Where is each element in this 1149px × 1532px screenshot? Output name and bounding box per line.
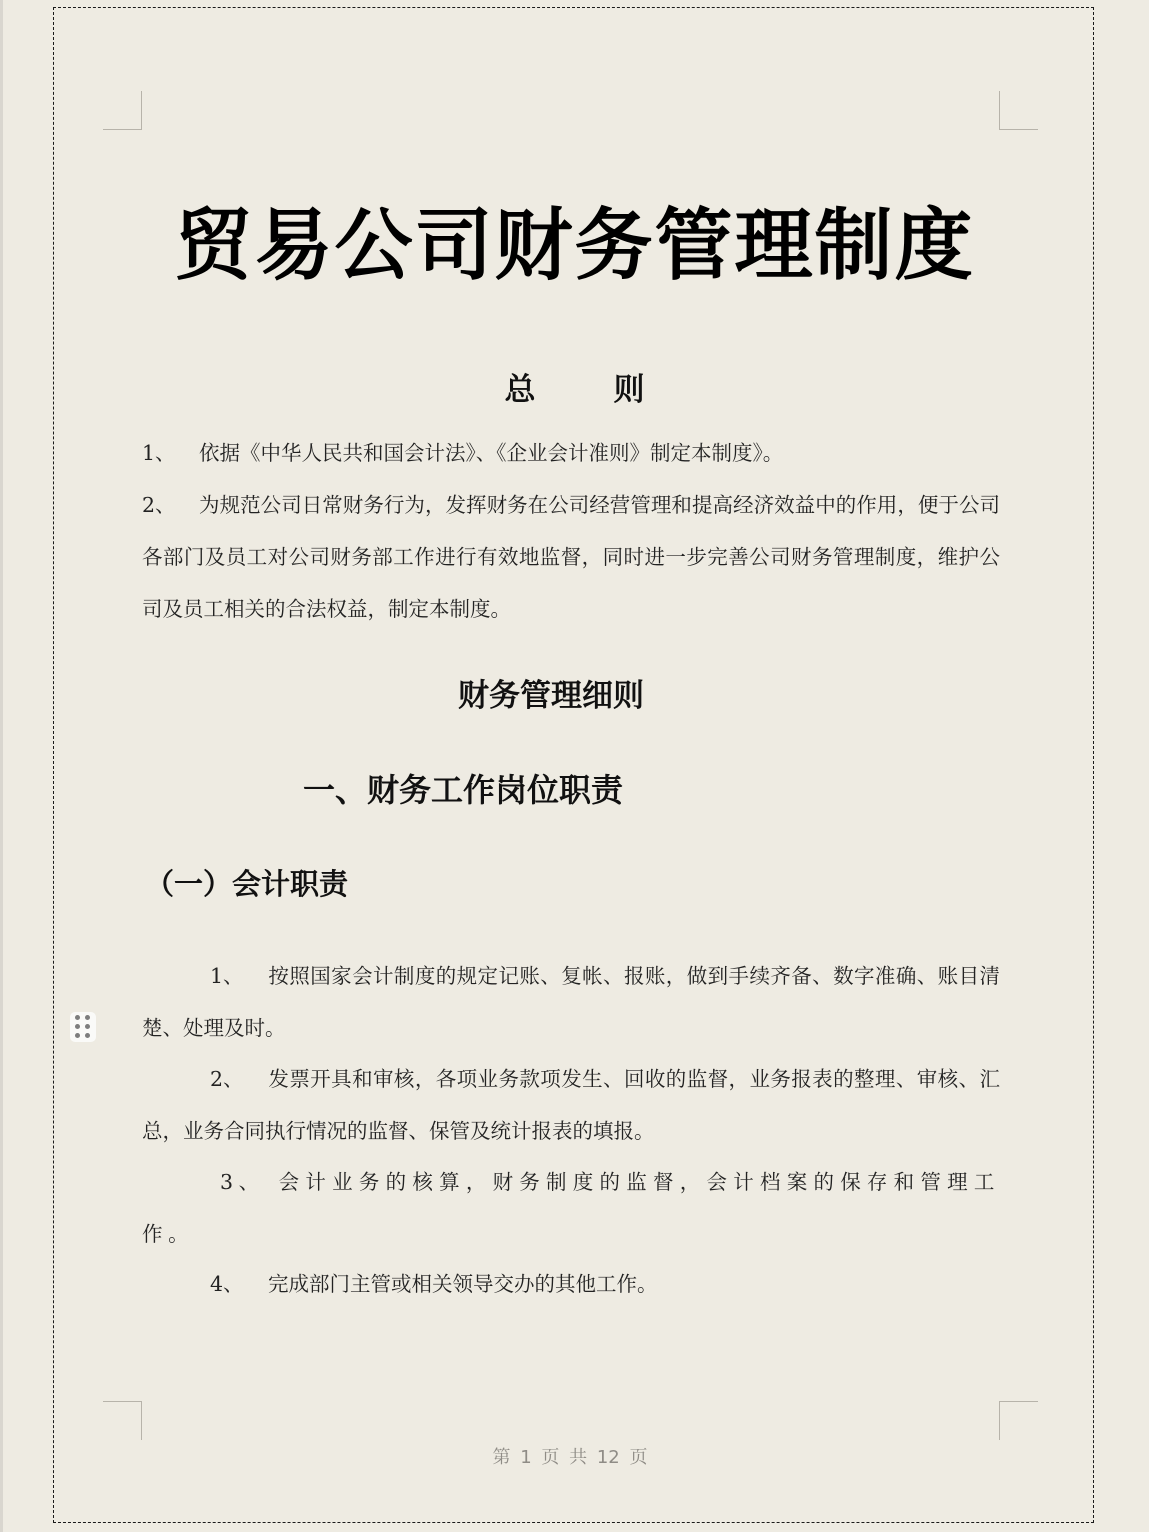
item-number: 3、 <box>220 1170 265 1194</box>
item-text: 发票开具和审核，各项业务款项发生、回收的监督，业务报表的整理、审核、汇总，业务合同执行情况的监督、保管及统计报表的填报。 <box>142 1067 1000 1143</box>
drag-handle-icon[interactable] <box>70 1012 96 1042</box>
duty-item-4[interactable] <box>142 1258 1000 1310</box>
crop-mark-bottom-left <box>103 1401 142 1440</box>
general-heading <box>0 364 1149 409</box>
item-number: 1、 <box>142 441 176 465</box>
item-text: 按照国家会计制度的规定记账、复帐、报账，做到手续齐备、数字准确、账目清楚、处理及时。 <box>142 964 1000 1040</box>
section-heading: （一）会计职责 <box>145 867 349 901</box>
duty-item-3[interactable] <box>142 1156 1000 1260</box>
document-title: 贸易公司财务管理制度 <box>174 200 975 291</box>
item-text: 完成部门主管或相关领导交办的其他工作。 <box>268 1272 658 1296</box>
details-heading: 财务管理细则 <box>458 678 644 714</box>
item-text: 依据《中华人民共和国会计法》、《企业会计准则》制定本制度》。 <box>199 441 784 465</box>
item-number: 4、 <box>210 1272 244 1296</box>
general-item-1[interactable] <box>142 427 1000 479</box>
item-text: 为规范公司日常财务行为，发挥财务在公司经营管理和提高经济效益中的作用，便于公司各部门及员工对公司财务部工作进行有效地监督，同时进一步完善公司财务管理制度，维护公司及员工相关的合法权益，制定本制度。 <box>142 493 1000 621</box>
crop-mark-top-right <box>999 91 1038 130</box>
duty-item-1[interactable] <box>142 950 1000 1054</box>
chapter-heading: 一、财务工作岗位职责 <box>303 771 624 809</box>
crop-mark-bottom-right <box>999 1401 1038 1440</box>
duty-item-2[interactable] <box>142 1053 1000 1157</box>
item-number: 2、 <box>142 493 176 517</box>
general-heading-left: 总 <box>504 372 536 408</box>
item-text: 会计业务的核算，财务制度的监督，会计档案的保存和管理工作。 <box>142 1170 1000 1246</box>
page-number-footer: 第 1 页 共 12 页 <box>492 1447 648 1468</box>
crop-mark-top-left <box>103 91 142 130</box>
general-heading-right: 则 <box>613 372 645 408</box>
item-number: 1、 <box>210 964 244 988</box>
general-item-2[interactable] <box>142 479 1000 635</box>
item-number: 2、 <box>210 1067 244 1091</box>
